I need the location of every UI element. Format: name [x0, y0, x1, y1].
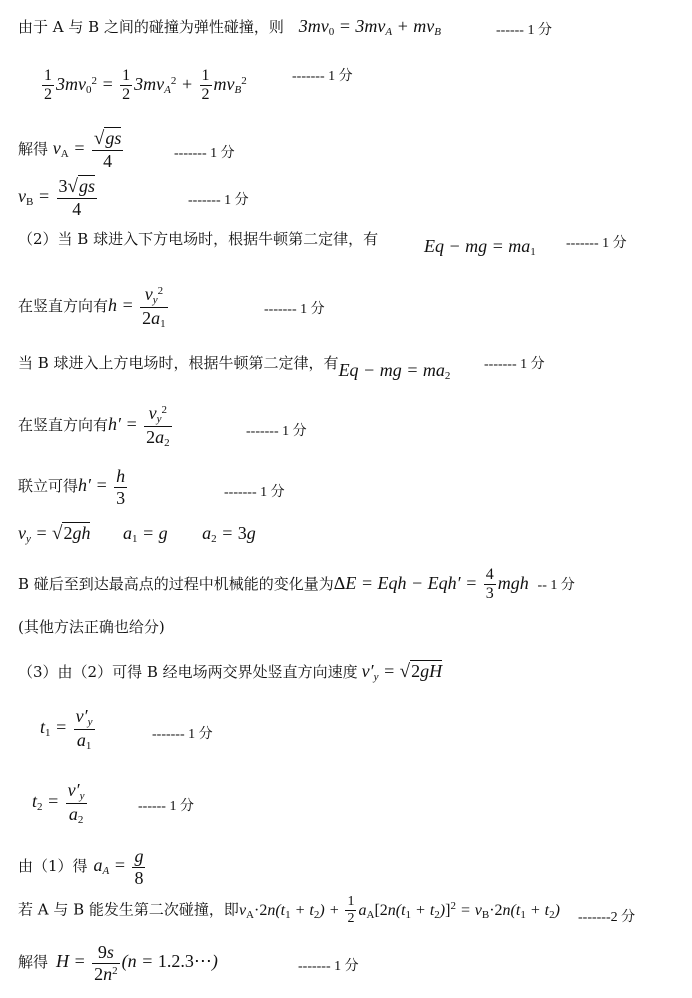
score-8: ------- 1 分: [246, 424, 307, 439]
part2-line: （2）当 B 球进入下方电场时，根据牛顿第二定律，有: [18, 230, 379, 248]
score-7: ------- 1 分: [484, 357, 545, 372]
va-equation: $v_A$ =: [52, 137, 90, 160]
vy-result: $v_y = √2gh$: [18, 523, 91, 545]
collision-equation: $v_A\cdot 2n(t_1 + t_2)$ +: [238, 901, 344, 921]
score-6: ------- 1 分: [264, 302, 325, 317]
score-9: ------- 1 分: [224, 485, 285, 500]
energy-change-line: B 碰后至到达最高点的过程中机械能的变化量为ΔE = Eqh − Eqh′ = $\frac{4}{3}$ mgh -- 1 分: [18, 566, 575, 603]
score-14: ------- 1 分: [298, 959, 359, 974]
newton-eq-1: Eq − mg = $ma_1$: [424, 236, 536, 258]
height-line-1: 在竖直方向有h = $\frac{v_y^2}{2a_1}$: [18, 284, 166, 330]
momentum-equation: $3mv_0 = 3mv_A + mv_B$: [298, 16, 441, 38]
h-final-equation: H =: [56, 951, 91, 972]
score-10: -- 1 分: [537, 577, 575, 593]
solve-va-line: 解得 $v_A$ = $\frac{√gs}{4}$: [18, 128, 122, 171]
score-13: -------2 分: [578, 910, 636, 925]
delta-e-equation: ΔE = Eqh − Eqh′ =: [333, 572, 482, 593]
combine-line: 联立可得h′ = $\frac{h}{3}$: [18, 466, 126, 508]
second-collision-line: 若 A 与 B 能发生第二次碰撞，即$v_A\cdot 2n(t_1 + t_2)$ + $\frac{1}{2}$ $a_A[2n(t_1 + t_2)]^2 = v_B\cdot 2n(t_1 + t_2)$: [18, 894, 560, 927]
results-line: [18, 524, 256, 545]
score-3: ------- 1 分: [174, 146, 235, 161]
a1-result: $a_1 = g$: [122, 523, 168, 545]
score-2: ------- 1 分: [292, 69, 353, 84]
momentum-line: 由于 A 与 B 之间的碰撞为弹性碰撞，则 $3mv_0 = 3mv_A + mv_B$: [18, 16, 441, 38]
upper-field-line: 当 B 球进入上方电场时，根据牛顿第二定律，有Eq − mg = $ma_2$: [18, 354, 451, 382]
energy-equation: $\frac{1}{2}$ $3mv_0^2$ = $\frac{1}{2}$ $3mv_A^2$ + $\frac{1}{2}$ $mv_B^2$: [44, 67, 247, 104]
h-prime-equation: h′ =: [108, 414, 143, 435]
height-line-2: 在竖直方向有h′ = $\frac{v_y^2}{2a_2}$: [18, 403, 170, 449]
h-equation: h =: [108, 295, 139, 316]
t2-equation: $t_2$ = $\frac{v'_y}{a_2}$: [32, 780, 85, 826]
t1-equation: $t_1$ = $\frac{v'_y}{a_1}$: [40, 706, 93, 752]
score-1: ------ 1 分: [496, 23, 552, 38]
note-line: (其他方法正确也给分): [18, 618, 165, 636]
final-solve-line: 解得 H = $\frac{9s}{2n^2}$ (n = 1.2.3⋯): [18, 942, 218, 984]
vy-prime-equation: $v'_y = √2gH$: [361, 661, 443, 683]
a2-result: $a_2 = 3g$: [202, 523, 256, 545]
score-4: ------- 1 分: [188, 193, 249, 208]
score-12: ------ 1 分: [138, 799, 194, 814]
newton-eq-2: Eq − mg = $ma_2$: [338, 360, 451, 382]
score-11: ------- 1 分: [152, 727, 213, 742]
aa-equation: $a_A$ =: [93, 855, 131, 878]
vb-equation: $v_B$ = $\frac{3√gs}{4}$: [18, 176, 95, 219]
h-prime-result: h′ =: [78, 475, 113, 496]
score-5: ------- 1 分: [566, 236, 627, 251]
part3-line: （3）由（2）可得 B 经电场两交界处竖直方向速度 $v'_y = √2gH$: [18, 661, 443, 683]
from-part1-line: 由（1）得 $a_A$ = $\frac{g}{8}$: [18, 846, 144, 888]
